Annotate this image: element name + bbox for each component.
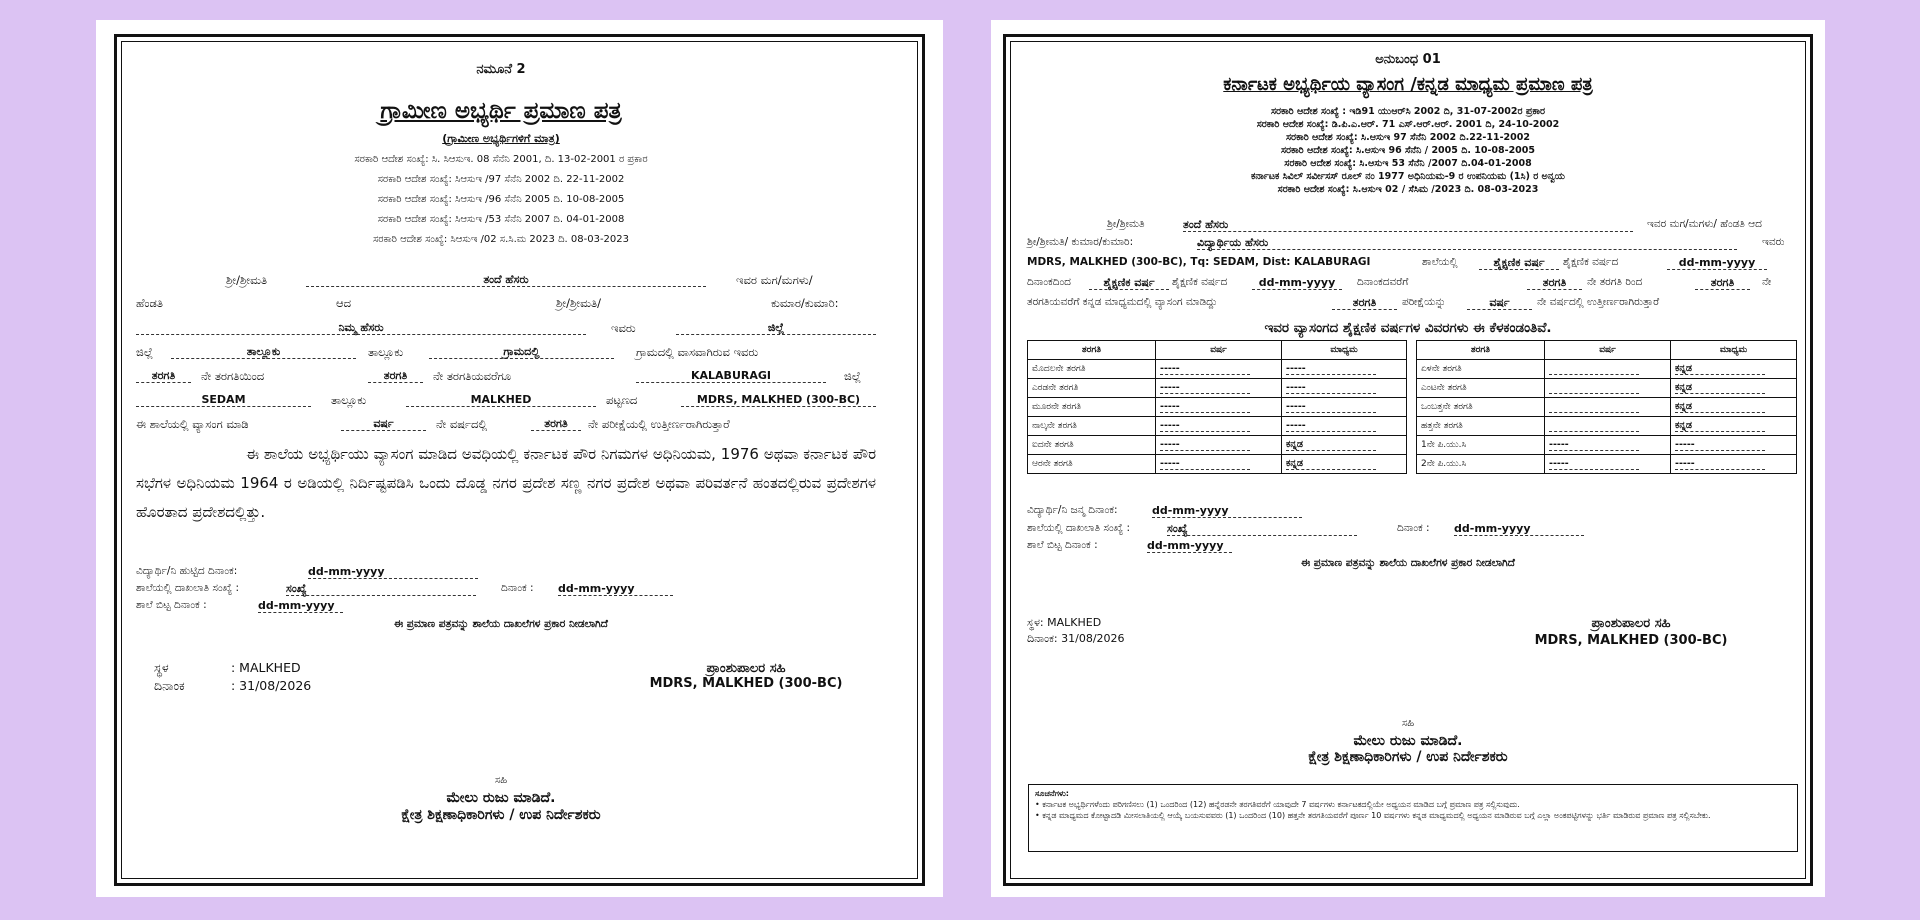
col-year: ವರ್ಷ bbox=[1545, 341, 1671, 360]
table-row bbox=[1417, 360, 1797, 379]
label: ಶಾಲೆಯಲ್ಲಿ ದಾಖಲಾತಿ ಸಂಖ್ಯೆ : bbox=[1027, 522, 1131, 534]
label: ನೇ ತರಗತಿಯಿಂದ bbox=[201, 369, 265, 383]
label: ಶಾಲೆ ಬಿಟ್ಟ ದಿನಾಂಕ : bbox=[136, 599, 207, 611]
place-label: ಸ್ಥಳ bbox=[154, 660, 169, 675]
year-field[interactable]: ----- bbox=[1160, 382, 1250, 394]
govt-order: ಸರಕಾರಿ ಆದೇಶ ಸಂಖ್ಯೆ: ಸಿ.ಆಸುಇ 53 ಸೆನೆನಿ /2007 ದಿ.04-01-2008 bbox=[1284, 158, 1532, 169]
exam-year-field[interactable]: ವರ್ಷ bbox=[1467, 296, 1532, 310]
label: ನೇ ತರಗತಿ ರಿಂದ bbox=[1587, 276, 1643, 288]
label: ಪರೀಕ್ಷೆಯನ್ನು bbox=[1402, 296, 1446, 308]
father-name-field[interactable]: ತಂದೆ ಹೆಸರು bbox=[306, 273, 706, 287]
label: ಜಿಲ್ಲೆ bbox=[136, 345, 154, 359]
issue-note: ಈ ಪ್ರಮಾಣ ಪತ್ರವನ್ನು ಶಾಲೆಯ ದಾಖಲೆಗಳ ಪ್ರಕಾರ ನೀಡಲಾಗಿದೆ bbox=[394, 618, 608, 630]
govt-order: ಕರ್ನಾಟಕ ಸಿವಿಲ್ ಸರ್ವೀಸಸ್ ರೂಲ್ ನಂ 1977 ಅಧಿನಿಯಮ-9 ರ ಉಪನಿಯಮ (1ಸಿ) ರ ಅನ್ವಯ bbox=[1251, 171, 1565, 182]
label: ಕುಮಾರ/ಕುಮಾರಿ: bbox=[771, 296, 839, 310]
taluk-value[interactable]: SEDAM bbox=[136, 393, 311, 407]
village-field[interactable]: ಗ್ರಾಮದಲ್ಲಿ bbox=[429, 345, 614, 359]
govt-order: ಸರಕಾರಿ ಆದೇಶ ಸಂಖ್ಯೆ: ಸಿಆಸುಇ /53 ಸೆನೆನಿ 2007 ದಿ. 04-01-2008 bbox=[377, 214, 625, 225]
year-field[interactable]: ----- bbox=[1160, 458, 1250, 470]
label: ಶ್ರೀ/ಶ್ರೀಮತಿ bbox=[1107, 218, 1145, 230]
school-address: MDRS, MALKHED (300-BC), Tq: SEDAM, Dist: KALABURAGI bbox=[1027, 256, 1371, 268]
govt-order: ಸರಕಾರಿ ಆದೇಶ ಸಂಖ್ಯೆ: ಸಿ.ಆಸುಇ 97 ಸೆನೆನಿ 2002 ದಿ.22-11-2002 bbox=[1286, 132, 1530, 143]
govt-order: ಸರಕಾರಿ ಆದೇಶ ಸಂಖ್ಯೆ: ಸಿಆಸುಇ /02 ಸ.ಸಿ.ಮ 2023 ದಿ. 08-03-2023 bbox=[372, 234, 629, 245]
leaving-date-field[interactable]: dd-mm-yyyy bbox=[258, 599, 343, 613]
certificate-title: ಗ್ರಾಮೀಣ ಅಭ್ಯರ್ಥಿ ಪ್ರಮಾಣ ಪತ್ರ bbox=[380, 98, 622, 124]
label: ವಿದ್ಯಾರ್ಥಿ/ನಿ ಜನ್ಮ ದಿನಾಂಕ: bbox=[1027, 504, 1118, 516]
label: ನೇ ತರಗತಿಯವರೆಗೂ bbox=[433, 369, 512, 383]
label: ಇವರ ಮಗ/ಮಗಳು/ bbox=[736, 273, 813, 287]
year-field[interactable] bbox=[1549, 401, 1639, 413]
year-field[interactable] bbox=[1549, 363, 1639, 375]
medium-cell bbox=[1282, 398, 1407, 417]
year-cell bbox=[1156, 360, 1282, 379]
label: ದಿನಾಂಕದಿಂದ bbox=[1027, 276, 1071, 288]
from-class-field[interactable]: ತರಗತಿ bbox=[136, 369, 191, 383]
table-row bbox=[1028, 417, 1407, 436]
col-medium: ಮಾಧ್ಯಮ bbox=[1671, 341, 1797, 360]
to-class-field[interactable]: ತರಗತಿ bbox=[368, 369, 423, 383]
year-field[interactable]: ವರ್ಷ bbox=[341, 417, 426, 431]
year-cell bbox=[1156, 417, 1282, 436]
medium-cell bbox=[1282, 436, 1407, 455]
medium-field[interactable]: ಕನ್ನಡ bbox=[1286, 458, 1376, 470]
medium-field[interactable]: ----- bbox=[1286, 401, 1376, 413]
label: ಶೈಕ್ಷಣಿಕ ವರ್ಷದ bbox=[1563, 256, 1619, 268]
year-cell bbox=[1156, 379, 1282, 398]
certificate-title: ಕರ್ನಾಟಕ ಅಭ್ಯರ್ಥಿಯ ವ್ಯಾಸಂಗ /ಕನ್ನಡ ಮಾಧ್ಯಮ ಪ್ರಮಾಣ ಪತ್ರ bbox=[1223, 74, 1593, 95]
study-table-right bbox=[1416, 340, 1797, 474]
medium-cell bbox=[1671, 398, 1797, 417]
label: ಆದ bbox=[336, 296, 352, 310]
label: ಈ ಶಾಲೆಯಲ್ಲಿ ವ್ಯಾಸಂಗ ಮಾಡಿ bbox=[136, 417, 249, 431]
col-medium: ಮಾಧ್ಯಮ bbox=[1282, 341, 1407, 360]
year-cell bbox=[1156, 398, 1282, 417]
govt-orders bbox=[1011, 105, 1805, 196]
officer-title: ಕ್ಷೇತ್ರ ಶಿಕ್ಷಣಾಧಿಕಾರಿಗಳು / ಉಪ ನಿರ್ದೇಶಕರು bbox=[401, 807, 601, 823]
instructions-box bbox=[1028, 784, 1798, 852]
medium-cell bbox=[1282, 360, 1407, 379]
col-class: ತರಗತಿ bbox=[1028, 341, 1156, 360]
year-cell bbox=[1545, 417, 1671, 436]
medium-cell bbox=[1671, 417, 1797, 436]
class-cell: ನಾಲ್ಕನೇ ತರಗತಿ bbox=[1028, 417, 1156, 436]
instructions-title: ಸೂಚನೆಗಳು: bbox=[1035, 789, 1069, 798]
officer-title: ಕ್ಷೇತ್ರ ಶಿಕ್ಷಣಾಧಿಕಾರಿಗಳು / ಉಪ ನಿರ್ದೇಶಕರು bbox=[1308, 749, 1508, 765]
class-cell: ಮೂರನೇ ತರಗತಿ bbox=[1028, 398, 1156, 417]
label: ಶಾಲೆಯಲ್ಲಿ bbox=[1422, 256, 1458, 268]
medium-cell bbox=[1282, 379, 1407, 398]
label: ತಾಲ್ಲೂಕು bbox=[368, 345, 404, 359]
leaving-date-field[interactable]: dd-mm-yyyy bbox=[1147, 539, 1232, 553]
principal-signature: ಪ್ರಾಂಶುಪಾಲರ ಸಹಿ bbox=[1591, 616, 1671, 631]
date-value: : 31/08/2026 bbox=[231, 678, 312, 693]
year-field[interactable]: ----- bbox=[1549, 458, 1639, 470]
year-field[interactable]: ----- bbox=[1160, 420, 1250, 432]
year-field[interactable]: ----- bbox=[1160, 363, 1250, 375]
end-date-field[interactable]: dd-mm-yyyy bbox=[1252, 276, 1342, 290]
from-class-field[interactable]: ತರಗತಿ bbox=[1527, 276, 1582, 290]
col-year: ವರ್ಷ bbox=[1156, 341, 1282, 360]
student-name-field[interactable]: ನಿಮ್ಮ ಹೆಸರು bbox=[136, 321, 586, 335]
exam-class-field[interactable]: ತರಗತಿ bbox=[1332, 296, 1397, 310]
sign-label: ಸಹಿ bbox=[1401, 718, 1415, 729]
col-class: ತರಗತಿ bbox=[1417, 341, 1545, 360]
year-cell bbox=[1545, 455, 1671, 474]
sign-label: ಸಹಿ bbox=[494, 775, 508, 786]
year-field[interactable]: ----- bbox=[1160, 439, 1250, 451]
year-field[interactable] bbox=[1549, 382, 1639, 394]
year-field[interactable] bbox=[1549, 420, 1639, 432]
medium-field[interactable]: ಕನ್ನಡ bbox=[1675, 420, 1765, 432]
admission-number-field[interactable]: ಸಂಖ್ಯೆ bbox=[1167, 522, 1357, 536]
start-date-field[interactable]: dd-mm-yyyy bbox=[1667, 256, 1767, 270]
academic-year-field[interactable]: ಶೈಕ್ಷಣಿಕ ವರ್ಷ bbox=[1479, 256, 1559, 270]
label: ಶ್ರೀ/ಶ್ರೀಮತಿ/ bbox=[556, 296, 602, 310]
year-cell bbox=[1545, 436, 1671, 455]
label: ಇವರ ಮಗ/ಮಗಳು/ ಹೆಂಡತಿ ಆದ bbox=[1647, 218, 1762, 230]
class-cell: ಆರನೇ ತರಗತಿ bbox=[1028, 455, 1156, 474]
medium-field[interactable]: ----- bbox=[1286, 420, 1376, 432]
label: ಶ್ರೀ/ಶ್ರೀಮತಿ/ ಕುಮಾರ/ಕುಮಾರಿ: bbox=[1027, 236, 1134, 248]
table-row bbox=[1417, 398, 1797, 417]
class-cell: ಒಂಬತ್ತನೇ ತರಗತಿ bbox=[1417, 398, 1545, 417]
year-cell bbox=[1156, 455, 1282, 474]
district-value[interactable]: KALABURAGI bbox=[636, 369, 826, 383]
table-row bbox=[1028, 455, 1407, 474]
form-number: ನಮೂನೆ 2 bbox=[476, 62, 526, 77]
place-value: : MALKHED bbox=[231, 660, 301, 675]
date: ದಿನಾಂಕ: 31/08/2026 bbox=[1027, 632, 1125, 645]
year-cell bbox=[1156, 436, 1282, 455]
table-heading: ಇವರ ವ್ಯಾಸಂಗದ ಶೈಕ್ಷಣಿಕ ವರ್ಷಗಳ ವಿವರಗಳು ಈ ಕೆಳಕಂಡಂತಿವೆ. bbox=[1264, 320, 1552, 336]
class-cell: ಏಳನೇ ತರಗತಿ bbox=[1417, 360, 1545, 379]
class-cell: ಐದನೇ ತರಗತಿ bbox=[1028, 436, 1156, 455]
label: ಇವರು bbox=[611, 321, 636, 335]
label: ದಿನಾಂಕ : bbox=[501, 582, 534, 594]
year-field[interactable]: ----- bbox=[1160, 401, 1250, 413]
table-row bbox=[1417, 417, 1797, 436]
medium-field[interactable]: ----- bbox=[1286, 363, 1376, 375]
label: ಜಿಲ್ಲೆ bbox=[844, 369, 862, 383]
medium-cell bbox=[1282, 455, 1407, 474]
class-field[interactable]: ತರಗತಿ bbox=[531, 417, 581, 431]
certificate-subtitle: (ಗ್ರಾಮೀಣ ಅಭ್ಯರ್ಥಿಗಳಿಗೆ ಮಾತ್ರ) bbox=[442, 132, 560, 145]
rural-candidate-certificate bbox=[96, 20, 943, 897]
kannada-medium-certificate bbox=[991, 20, 1825, 897]
table-row bbox=[1417, 455, 1797, 474]
label: ವಿದ್ಯಾರ್ಥಿ/ನಿ ಹುಟ್ಟಿದ ದಿನಾಂಕ: bbox=[136, 565, 238, 577]
date-label: ದಿನಾಂಕ bbox=[154, 678, 185, 693]
taluk-field[interactable]: ತಾಲ್ಲೂಕು bbox=[171, 345, 356, 359]
instruction-item: • ಕರ್ನಾಟಕ ಅಭ್ಯರ್ಥಿಗಳೆಂದು ಪರಿಗಣಿಸಲು (1) ಒಂದರಿಂದ (12) ಹನ್ನೆರಡನೇ ತರಗತಿವರೆಗೆ ಯಾವುದೇ 7 ವರ್ಷಗಳು ಕರ್ನಾಟಕದಲ್ಲಿಯೇ ಅಧ್ಯಯನ ಮಾಡಿದ ಬಗ್ಗೆ ಪ್ರಮಾಣ ಪತ್ರ ಸಲ್ಲಿಸುವುದು. bbox=[1035, 800, 1520, 809]
school-name: MDRS, MALKHED (300-BC) bbox=[649, 676, 843, 691]
academic-year-field[interactable]: ಶೈಕ್ಷಣಿಕ ವರ್ಷ bbox=[1089, 276, 1169, 290]
issue-note: ಈ ಪ್ರಮಾಣ ಪತ್ರವನ್ನು ಶಾಲೆಯ ದಾಖಲೆಗಳ ಪ್ರಕಾರ ನೀಡಲಾಗಿದೆ bbox=[1301, 557, 1515, 569]
medium-cell bbox=[1671, 455, 1797, 474]
medium-field[interactable]: ಕನ್ನಡ bbox=[1286, 439, 1376, 451]
table-row bbox=[1417, 379, 1797, 398]
study-table-left bbox=[1027, 340, 1407, 474]
label: ತಾಲ್ಲೂಕು bbox=[331, 393, 367, 407]
govt-order: ಸರಕಾರಿ ಆದೇಶ ಸಂಖ್ಯೆ: ಡಿ.ಪಿ.ಎ.ಆರ್. 71 ಎಸ್.ಆರ್.ಆರ್. 2001 ದಿ, 24-10-2002 bbox=[1256, 119, 1560, 130]
label: ಇವರು bbox=[1762, 236, 1785, 248]
label: ನೇ ವರ್ಷದಲ್ಲಿ ಉತ್ತೀರ್ಣರಾಗಿರುತ್ತಾರೆ bbox=[1537, 296, 1660, 308]
medium-field[interactable]: ಕನ್ನಡ bbox=[1675, 363, 1765, 375]
medium-field[interactable]: ಕನ್ನಡ bbox=[1675, 401, 1765, 413]
table-row bbox=[1028, 436, 1407, 455]
place: ಸ್ಥಳ: MALKHED bbox=[1027, 616, 1102, 629]
label: ಪಟ್ಟಣದ bbox=[606, 393, 638, 407]
year-cell bbox=[1545, 379, 1671, 398]
annex-number: ಅನುಬಂಧ 01 bbox=[1375, 52, 1441, 67]
label: ನೇ ವರ್ಷದಲ್ಲಿ bbox=[436, 417, 488, 431]
govt-order: ಸರಕಾರಿ ಆದೇಶ ಸಂಖ್ಯೆ: ಸಿಆಸುಇ /96 ಸೆನೆನಿ 2005 ದಿ. 10-08-2005 bbox=[377, 194, 625, 205]
instruction-item: • ಕನ್ನಡ ಮಾಧ್ಯಮದ ಕೋಟ್ಟಾದಡಿ ಮೀಸಲಾತಿಯಲ್ಲಿ ಆಯ್ಕೆ ಬಯಸುವವರು (1) ಒಂದರಿಂದ (10) ಹತ್ತನೇ ತರಗತಿಯವರೆಗೆ ಪೂರ್ಣ 10 ವರ್ಷಗಳು ಕನ್ನಡ ಮಾಧ್ಯಮದಲ್ಲಿ ಅಧ್ಯಯನ ಮಾಡಿರುವ ಬಗ್ಗೆ ಎಲ್ಲಾ ಅಂಕಪಟ್ಟಿಗಳನ್ನು ಭರ್ತಿ ಮಾಡಿರುವ ಪ್ರಮಾಣ ಪತ್ರ ಸಲ್ಲಿಸಬೇಕು. bbox=[1035, 811, 1711, 820]
medium-cell bbox=[1671, 436, 1797, 455]
dob-field[interactable]: dd-mm-yyyy bbox=[308, 565, 478, 579]
label: ದಿನಾಂಕ : bbox=[1397, 522, 1430, 534]
table-row bbox=[1028, 360, 1407, 379]
medium-cell bbox=[1671, 379, 1797, 398]
table-row bbox=[1028, 398, 1407, 417]
to-class-field[interactable]: ತರಗತಿ bbox=[1695, 276, 1750, 290]
label: ಶಾಲೆಯಲ್ಲಿ ದಾಖಲಾತಿ ಸಂಖ್ಯೆ : bbox=[136, 582, 240, 594]
district-field[interactable]: ಜಿಲ್ಲೆ bbox=[676, 321, 876, 335]
label: ದಿನಾಂಕದವರೆಗೆ bbox=[1357, 276, 1409, 288]
dob-field[interactable]: dd-mm-yyyy bbox=[1152, 504, 1302, 518]
govt-order: ಸರಕಾರಿ ಆದೇಶ ಸಂಖ್ಯೆ: ಸಿ. ಸಿಆಸುಇ. 08 ಸೆನೆನಿ 2001, ದಿ. 13-02-2001 ರ ಪ್ರಕಾರ bbox=[354, 154, 648, 165]
govt-order: ಸರಕಾರಿ ಆದೇಶ ಸಂಖ್ಯೆ: ಸಿಆಸುಇ /97 ಸೆನೆನಿ 2002 ದಿ. 22-11-2002 bbox=[377, 174, 625, 185]
govt-order: ಸರಕಾರಿ ಆದೇಶ ಸಂಖ್ಯೆ: ಸಿ.ಆಸುಇ 96 ಸೆನೆನಿ / 2005 ದಿ. 10-08-2005 bbox=[1280, 145, 1536, 156]
label: ನೇ ಪರೀಕ್ಷೆಯಲ್ಲಿ ಉತ್ತೀರ್ಣರಾಗಿರುತ್ತಾರೆ bbox=[588, 417, 730, 431]
label: ಶಾಲೆ ಬಿಟ್ಟ ದಿನಾಂಕ : bbox=[1027, 539, 1098, 551]
medium-field[interactable]: ----- bbox=[1286, 382, 1376, 394]
admission-number-field[interactable]: ಸಂಖ್ಯೆ bbox=[286, 582, 476, 596]
medium-field[interactable]: ----- bbox=[1675, 458, 1765, 470]
countersigned: ಮೇಲು ರುಜು ಮಾಡಿದೆ. bbox=[446, 790, 556, 806]
class-cell: 2ನೇ ಪಿ.ಯು.ಸಿ bbox=[1417, 455, 1545, 474]
year-field[interactable]: ----- bbox=[1549, 439, 1639, 451]
class-cell: ಎರಡನೇ ತರಗತಿ bbox=[1028, 379, 1156, 398]
student-name-field[interactable]: ವಿದ್ಯಾರ್ಥಿಯ ಹೆಸರು bbox=[1197, 236, 1737, 250]
countersigned: ಮೇಲು ರುಜು ಮಾಡಿದೆ. bbox=[1353, 733, 1463, 749]
year-cell bbox=[1545, 398, 1671, 417]
label: ಹೆಂಡತಿ bbox=[136, 296, 163, 310]
admission-date-field[interactable]: dd-mm-yyyy bbox=[1454, 522, 1584, 536]
label: ತರಗತಿಯವರೆಗೆ ಕನ್ನಡ ಮಾಧ್ಯಮದಲ್ಲಿ ವ್ಯಾಸಂಗ ಮಾಡಿದ್ದು bbox=[1027, 296, 1218, 308]
year-cell bbox=[1545, 360, 1671, 379]
school-value[interactable]: MDRS, MALKHED (300-BC) bbox=[681, 393, 876, 407]
table-row bbox=[1417, 436, 1797, 455]
declaration-paragraph: ಈ ಶಾಲೆಯ ಅಭ್ಯರ್ಥಿಯು ವ್ಯಾಸಂಗ ಮಾಡಿದ ಅವಧಿಯಲ್ಲಿ ಕರ್ನಾಟಕ ಪೌರ ನಿಗಮಗಳ ಅಧಿನಿಯಮ, 1976 ಅಥವಾ ಕರ್ನಾಟಕ ಪೌರ ಸಭೆಗಳ ಅಧಿನಿಯಮ 1964 ರ ಅಡಿಯಲ್ಲಿ ನಿರ್ದಿಷ್ಟಪಡಿಸಿ ಒಂದು ದೊಡ್ಡ ನಗರ ಪ್ರದೇಶ ಸಣ್ಣ ನಗರ ಪ್ರದೇಶ ಅಥವಾ ಪರಿವರ್ತನೆ ಹಂತದಲ್ಲಿರುವ ಪ್ರದೇಶಗಳ ಹೊರತಾದ ಪ್ರದೇಶದಲ್ಲಿತ್ತು. bbox=[136, 445, 876, 521]
class-cell: ಹತ್ತನೇ ತರಗತಿ bbox=[1417, 417, 1545, 436]
school-name: MDRS, MALKHED (300-BC) bbox=[1534, 633, 1728, 648]
medium-cell bbox=[1282, 417, 1407, 436]
admission-date-field[interactable]: dd-mm-yyyy bbox=[558, 582, 673, 596]
medium-cell bbox=[1671, 360, 1797, 379]
class-cell: ಎಂಟನೇ ತರಗತಿ bbox=[1417, 379, 1545, 398]
label: ಗ್ರಾಮದಲ್ಲಿ ವಾಸವಾಗಿರುವ ಇವರು bbox=[636, 345, 759, 359]
medium-field[interactable]: ಕನ್ನಡ bbox=[1675, 382, 1765, 394]
father-name-field[interactable]: ತಂದೆ ಹೆಸರು bbox=[1183, 218, 1633, 232]
govt-order: ಸರಕಾರಿ ಆದೇಶ ಸಂಖ್ಯೆ: ಸಿ.ಆಸುಇ 02 / ಸೆಸಿಮ /2023 ದಿ. 08-03-2023 bbox=[1277, 184, 1539, 195]
label: ಶೈಕ್ಷಣಿಕ ವರ್ಷದ bbox=[1172, 276, 1228, 288]
town-value[interactable]: MALKHED bbox=[406, 393, 596, 407]
label: ಶ್ರೀ/ಶ್ರೀಮತಿ bbox=[226, 273, 268, 287]
class-cell: 1ನೇ ಪಿ.ಯು.ಸಿ bbox=[1417, 436, 1545, 455]
medium-field[interactable]: ----- bbox=[1675, 439, 1765, 451]
table-row bbox=[1028, 379, 1407, 398]
label: ನೇ bbox=[1762, 276, 1772, 288]
govt-order: ಸರಕಾರಿ ಆದೇಶ ಸಂಖ್ಯೆ : ಇಡಿ91 ಯುಆರ್‌ಸಿ 2002 ದಿ, 31-07-2002ರ ಪ್ರಕಾರ bbox=[1270, 106, 1545, 117]
class-cell: ಮೊದಲನೇ ತರಗತಿ bbox=[1028, 360, 1156, 379]
principal-signature: ಪ್ರಾಂಶುಪಾಲರ ಸಹಿ bbox=[706, 661, 786, 676]
